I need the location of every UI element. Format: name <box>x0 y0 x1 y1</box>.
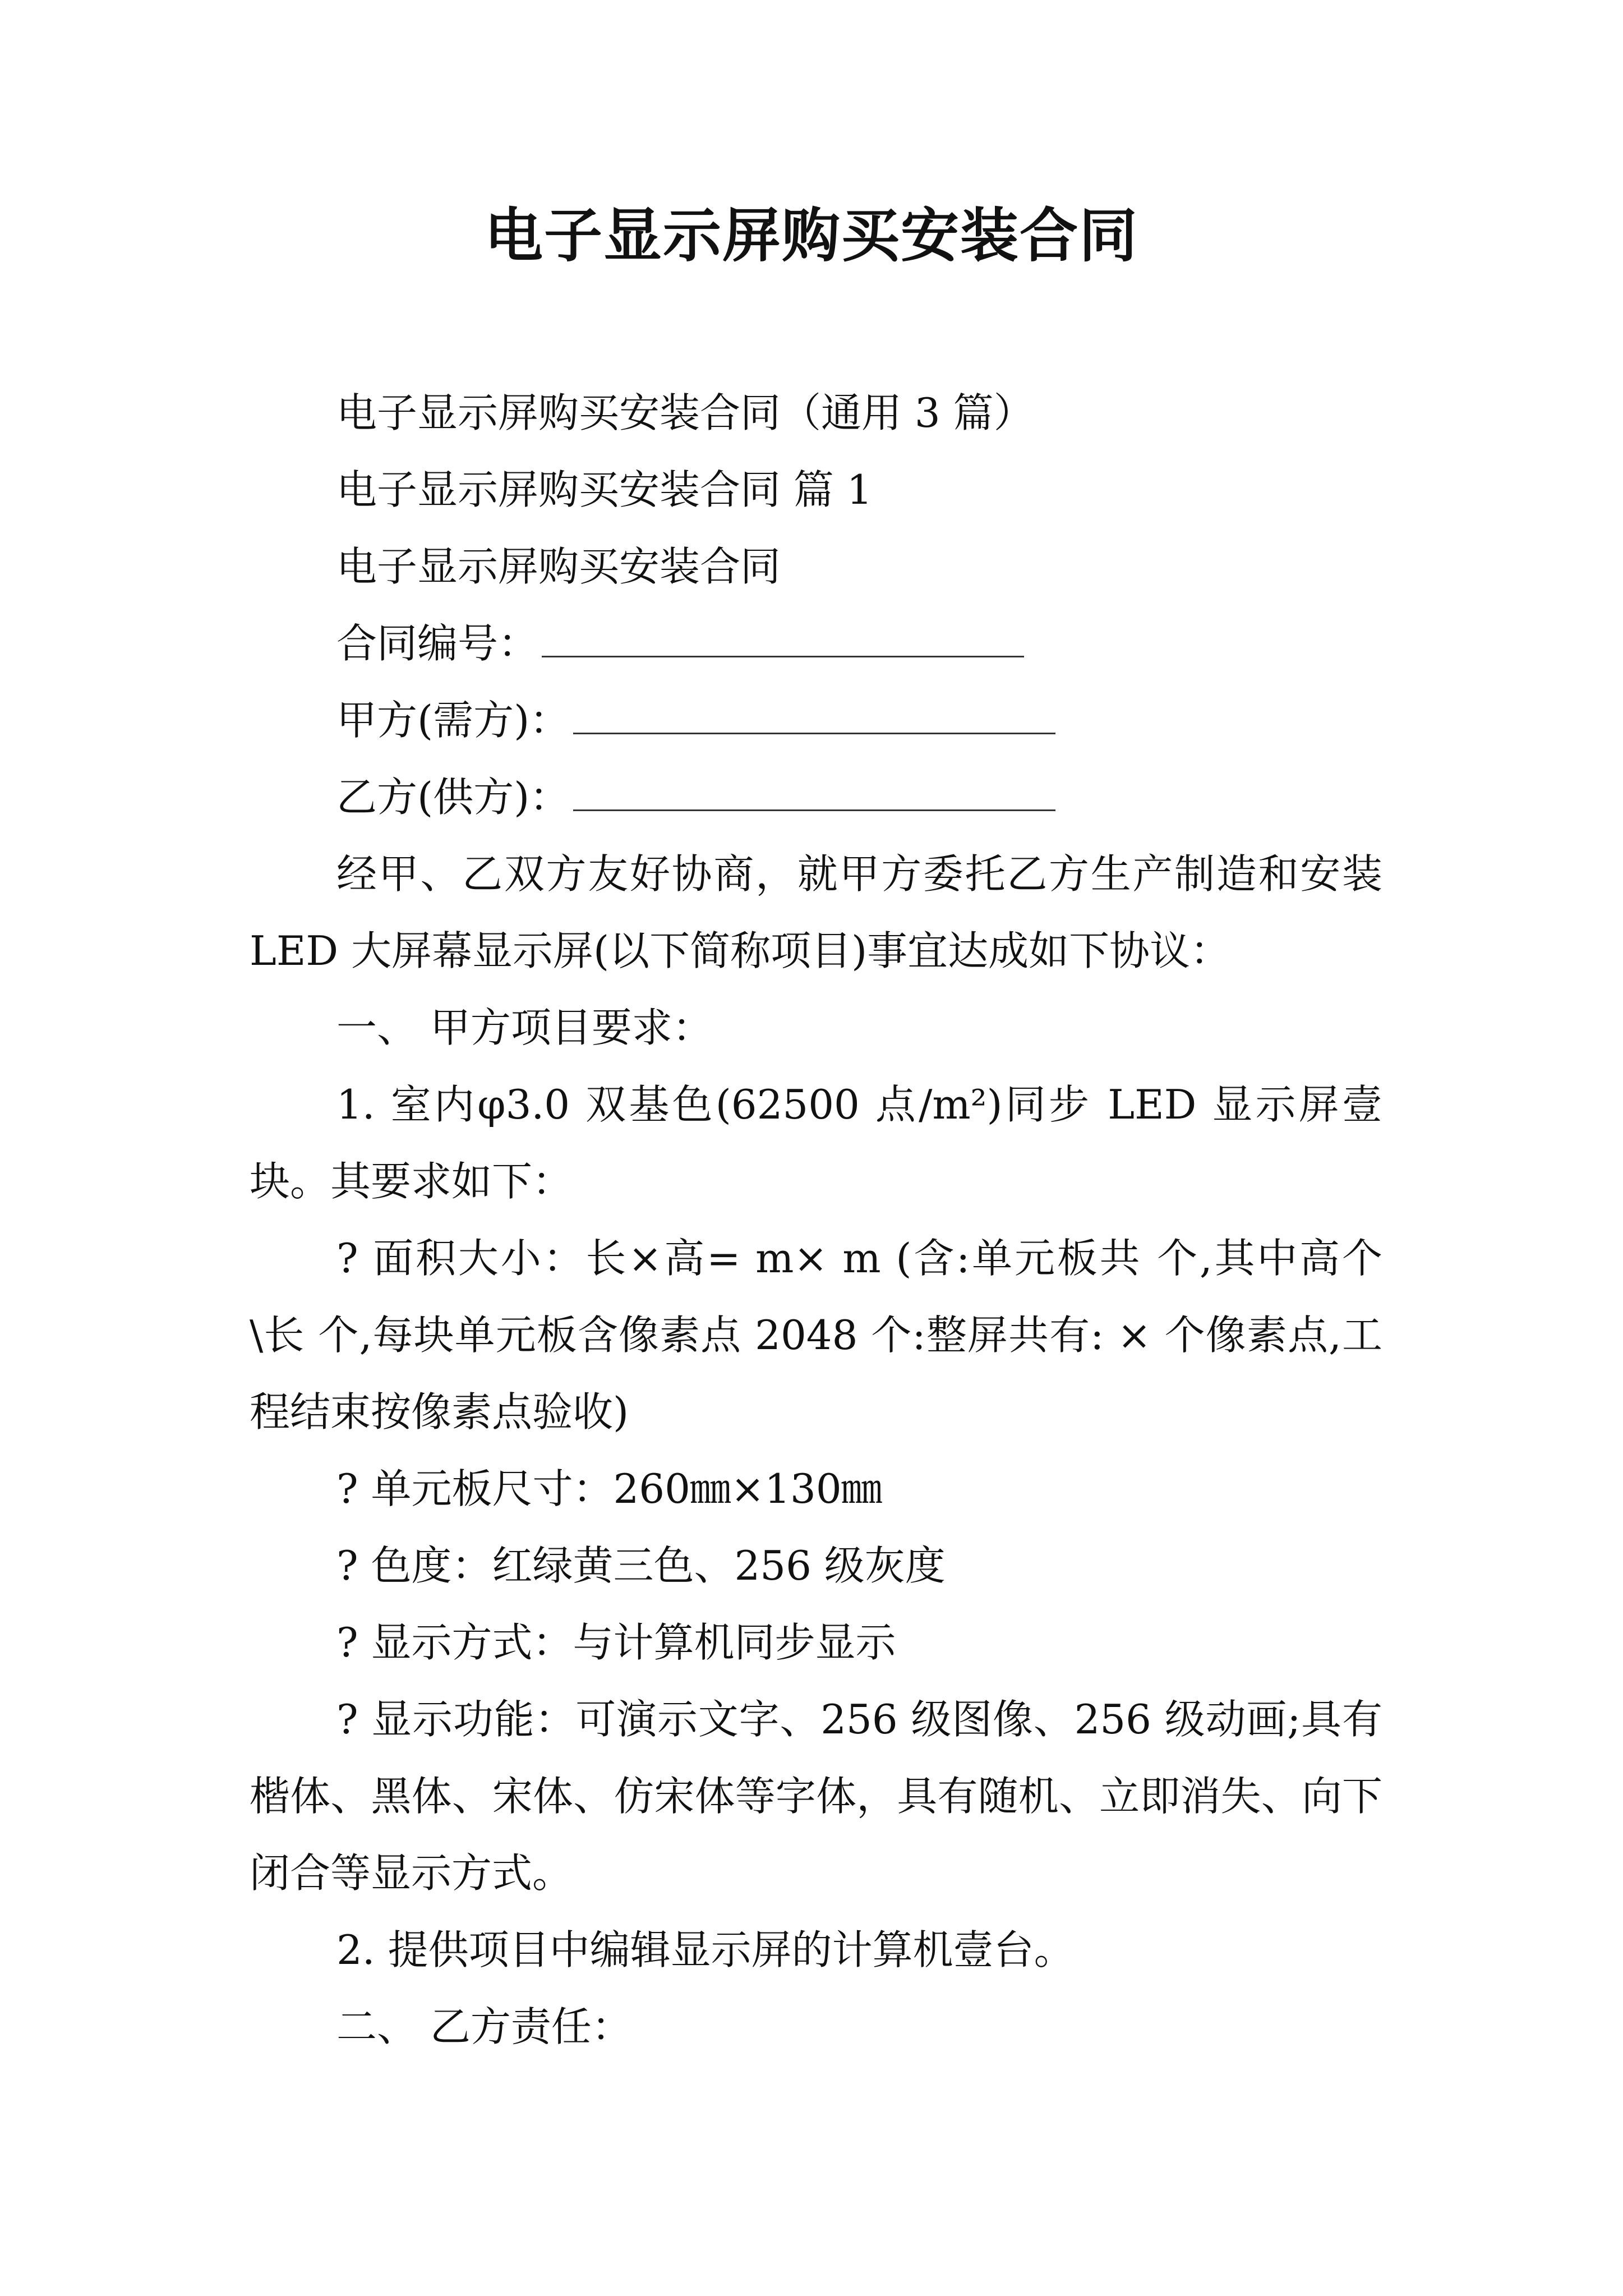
contract-number-label: 合同编号： <box>336 620 539 667</box>
intro-paragraph: 经甲、乙双方友好协商，就甲方委托乙方生产制造和安装 LED 大屏幕显示屏(以下简称项目)事宜达成如下协议： <box>250 850 1382 974</box>
section-2-heading: 二、 乙方责任： <box>336 2003 632 2050</box>
item-2-paragraph: 2. 提供项目中编辑显示屏的计算机壹台。 <box>336 1926 1075 1973</box>
party-b-field <box>250 759 1382 836</box>
party-a-blank <box>573 698 1055 734</box>
item-1-paragraph: 1. 室内φ3.0 双基色(62500 点/m²)同步 LED 显示屏壹块。其要求如下： <box>250 1081 1382 1205</box>
document-title: 电子显示屏购买安装合同 <box>484 201 1138 270</box>
bullet-color: ? 色度：红绿黄三色、256 级灰度 <box>336 1542 946 1589</box>
heading-contract: 电子显示屏购买安装合同 <box>336 543 781 590</box>
bullet-area: ? 面积大小：长×高= m× m (含:单元板共 个,其中高个\长 个,每块单元板含像素点 2048 个:整屏共有: × 个像素点,工程结束按像素点验收) <box>250 1235 1382 1435</box>
party-a-field <box>250 682 1382 759</box>
party-b-label: 乙方(供方)： <box>336 774 570 821</box>
heading-part-1: 电子显示屏购买安装合同 篇 1 <box>336 466 873 513</box>
section-1-heading: 一、 甲方项目要求： <box>336 1004 713 1051</box>
party-a-label: 甲方(需方)： <box>336 697 570 744</box>
contract-number-field <box>250 605 1382 682</box>
bullet-unit-size: ? 单元板尺寸：260㎜×130㎜ <box>336 1465 882 1512</box>
document-body <box>250 375 1382 2065</box>
bullet-display-mode: ? 显示方式：与计算机同步显示 <box>336 1619 896 1666</box>
party-b-blank <box>573 775 1055 811</box>
heading-general: 电子显示屏购买安装合同（通用 3 篇） <box>336 389 1034 436</box>
contract-number-blank <box>542 621 1024 657</box>
bullet-display-function: ? 显示功能：可演示文字、256 级图像、256 级动画;具有楷体、黑体、宋体、仿宋体等字体，具有随机、立即消失、向下闭合等显示方式。 <box>250 1696 1382 1897</box>
